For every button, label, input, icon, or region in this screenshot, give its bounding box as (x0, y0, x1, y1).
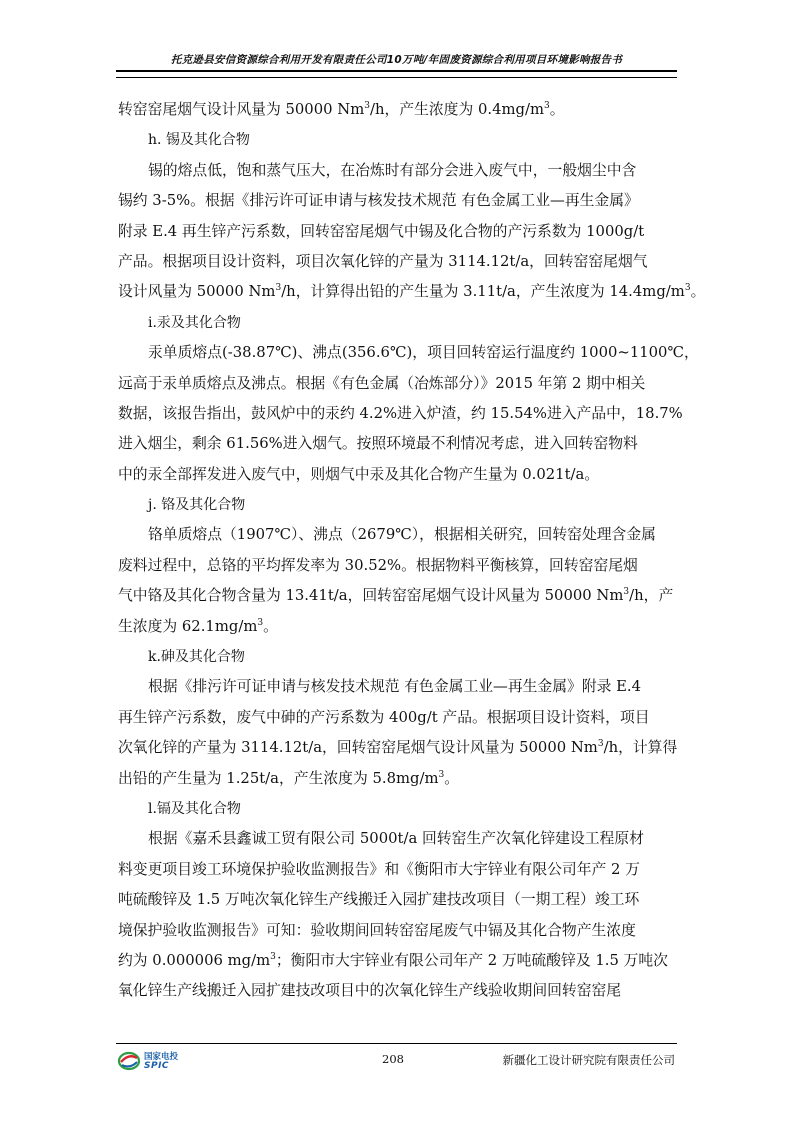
text-line: 远高于汞单质熔点及沸点。根据《有色金属（冶炼部分）》2015 年第 2 期中相关 (118, 374, 646, 392)
page-number: 208 (382, 1052, 404, 1066)
header-rule (116, 70, 677, 78)
logo-chinese-text: 国家电投 (144, 1052, 179, 1062)
spic-logo (118, 1049, 188, 1073)
text-line: 次氧化锌的产量为 3114.12t/a，回转窑窑尾烟气设计风量为 50000 Nm$^3$/h，计算得 (118, 739, 678, 757)
text-line: 根据《排污许可证申请与核发技术规范 有色金属工业—再生金属》附录 E.4 (148, 678, 642, 696)
running-header: 托克逊县安信资源综合利用开发有限责任公司10万吨/年固废资源综合利用项目环境影响报告书 (170, 54, 623, 66)
text-line: 锡的熔点低，饱和蒸气压大，在冶炼时有部分会进入废气中，一般烟尘中含 (148, 161, 637, 179)
text-line: 再生锌产污系数，废气中砷的产污系数为 400g/t 产品。根据项目设计资料，项目 (118, 708, 650, 726)
section-heading-arsenic: k.砷及其化合物 (148, 649, 245, 666)
text-line: 境保护验收监测报告》可知：验收期间回转窑窑尾废气中镉及其化合物产生浓度 (118, 921, 636, 939)
text-line: 气中铬及其化合物含量为 13.41t/a，回转窑窑尾烟气设计风量为 50000 Nm$^3$/h，产 (118, 587, 674, 605)
text-line: 出铅的产生量为 1.25t/a，产生浓度为 $5.8mg/m^3$。 (118, 769, 460, 787)
text-line: 料变更项目竣工环境保护验收监测报告》和《衡阳市大宇锌业有限公司年产 2 万 (118, 860, 640, 878)
text-line: 转窑窑尾烟气设计风量为 50000 Nm$^3$/h，产生浓度为 $0.4mg/m^3$。 (118, 101, 565, 118)
text-line: 约为 0.000006 $mg/m^3$；衡阳市大宇锌业有限公司年产 2 万吨硫酸锌及 1.5 万吨次 (118, 951, 668, 969)
text-line: 汞单质熔点(-38.87℃)、沸点(356.6℃)，项目回转窑运行温度约 1000~1100℃， (148, 344, 699, 362)
body-text (118, 95, 706, 1007)
text-line: 生浓度为 $62.1mg/m^3$。 (118, 617, 278, 635)
text-line: 铬单质熔点（1907℃）、沸点（2679℃），根据相关研究，回转窑处理含金属 (148, 526, 656, 544)
section-heading-chromium: j. 铬及其化合物 (148, 497, 246, 514)
text-line: 设计风量为 50000 Nm$^3$/h，计算得出铅的产生量为 3.11t/a，产生浓度为 $14.4mg/m^3$。 (118, 283, 706, 301)
text-line: 附录 E.4 再生锌产污系数，回转窑窑尾烟气中锡及化合物的产污系数为 1000g/t (118, 222, 645, 240)
text-line: 产品。根据项目设计资料，项目次氧化锌的产量为 3114.12t/a，回转窑窑尾烟气 (118, 252, 648, 270)
text-line: 锡约 3-5%。根据《排污许可证申请与核发技术规范 有色金属工业—再生金属》 (118, 192, 639, 210)
text-line: 中的汞全部挥发进入废气中，则烟气中汞及其化合物产生量为 0.021t/a。 (118, 465, 600, 483)
text-line: 数据，该报告指出，鼓风炉中的汞约 4.2%进入炉渣，约 15.54%进入产品中，18.7% (118, 404, 683, 422)
text-line: 氧化锌生产线搬迁入园扩建技改项目中的次氧化锌生产线验收期间回转窑窑尾 (118, 982, 622, 1000)
logo-english-text: SPIC (144, 1061, 170, 1071)
footer-organization: 新疆化工设计研究院有限责任公司 (502, 1053, 675, 1067)
section-heading-cadmium: l.镉及其化合物 (148, 800, 241, 817)
text-line: 吨硫酸锌及 1.5 万吨次氧化锌生产线搬迁入园扩建技改项目（一期工程）竣工环 (118, 891, 640, 909)
text-line: 进入烟尘，剩余 61.56%进入烟气。按照环境最不利情况考虑，进入回转窑物料 (118, 435, 638, 453)
text-line: 根据《嘉禾县鑫诚工贸有限公司 5000t/a 回转窑生产次氧化锌建设工程原材 (148, 830, 644, 848)
footer-rule (116, 1043, 677, 1044)
section-heading-tin: h. 锡及其化合物 (148, 132, 250, 149)
section-heading-mercury: i.汞及其化合物 (148, 314, 241, 331)
spic-logo-icon (118, 1051, 140, 1071)
text-line: 废料过程中，总铬的平均挥发率为 30.52%。根据物料平衡核算，回转窑窑尾烟 (118, 556, 638, 574)
